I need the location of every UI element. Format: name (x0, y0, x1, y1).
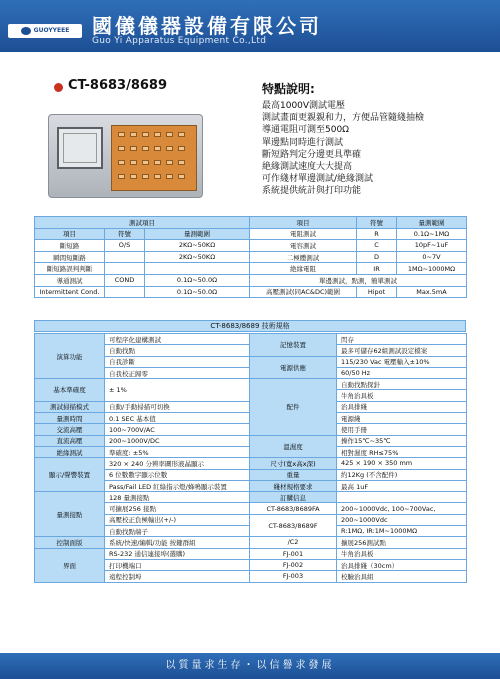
device-key (166, 146, 173, 151)
table-cell: 二極體測試 (250, 251, 357, 263)
spec-value: 最多可儲存62組測試設定檔案 (337, 345, 467, 356)
footer-slogan: 以質量求生存・以信譽求發展 (0, 653, 500, 679)
table-cell: 斷短路誤判判斷 (35, 263, 105, 275)
feature-item: 最高1000V測試電壓 (262, 101, 346, 111)
spec-value: ± 1% (105, 379, 250, 402)
order-code: /C2 (250, 537, 337, 548)
spec-category: 記憶裝置 (250, 334, 337, 357)
device-key (142, 146, 149, 151)
order-code: FJ-003 (250, 571, 337, 582)
spec-value: 自我診斷 (105, 356, 250, 367)
spec-category: 溫濕度 (250, 435, 337, 458)
spec-value: 牛角治具板 (337, 390, 467, 401)
device-key (178, 174, 185, 179)
spec-value: 遠程控制埠 (105, 571, 250, 582)
spec-value: 6 位數數字顯示位數 (105, 469, 250, 480)
spec-value: 0.1 SEC 基本值 (105, 413, 250, 424)
features-title: 特點說明: (262, 82, 315, 96)
table-header-cell: 項目 (250, 217, 357, 229)
table-row (35, 240, 467, 252)
table-header-cell: 項目 (35, 228, 105, 240)
table-header-cell: 量測範圍 (145, 228, 250, 240)
table-cell (105, 251, 145, 263)
table-cell: 0~7V (397, 251, 467, 263)
product-image (48, 114, 203, 198)
feature-item: 測試畫面更親親和力，方便品管隨綫抽檢 (262, 113, 425, 124)
table-header-cell: 量測範圍 (397, 217, 467, 229)
table-header-cell: 符號 (357, 217, 397, 229)
spec-category: 控制面版 (35, 537, 105, 548)
device-key (118, 132, 125, 137)
device-screen-inner (63, 133, 97, 163)
table-cell: 0.1Ω~50.0Ω (145, 274, 250, 286)
table-cell: 導通測試 (35, 274, 105, 286)
model-bullet-icon (54, 83, 63, 92)
device-key (154, 174, 161, 179)
spec-value: 自動找點 (105, 345, 250, 356)
device-key (166, 174, 173, 179)
table-header-cell: 測試項目 (35, 217, 250, 229)
table-cell: 電阻測試 (250, 228, 357, 240)
spec-category: 重量 (250, 469, 337, 480)
table-row (35, 537, 467, 548)
spec-category: 絶緣測試 (35, 446, 105, 457)
spec-category: 直流高壓 (35, 435, 105, 446)
spec-value: 擴展256測試點 (337, 537, 467, 548)
table-cell: 0.1Ω~1MΩ (397, 228, 467, 240)
spec-value: 自動找點探針 (337, 379, 467, 390)
spec-value: 準確度: ±5% (105, 446, 250, 457)
spec-value: 閃存 (337, 334, 467, 345)
feature-item: 斷短路判定分邊更具準確 (262, 149, 362, 160)
device-key (142, 160, 149, 165)
table-cell: C (357, 240, 397, 252)
spec-category: 基本準確度 (35, 379, 105, 402)
table-cell: 0.1Ω~50.0Ω (145, 286, 250, 298)
technical-specs-table (34, 333, 467, 583)
table-header-cell: 符號 (105, 228, 145, 240)
table-row (35, 435, 467, 446)
order-code: FJ-002 (250, 559, 337, 570)
table-cell: 2KΩ~50KΩ (145, 251, 250, 263)
table-row (35, 492, 467, 503)
feature-item: 系統提供統計與打印功能 (262, 186, 362, 197)
table-row (35, 334, 467, 345)
logo-mark-icon (21, 27, 31, 35)
table-row (35, 263, 467, 275)
spec-category: 量測時間 (35, 413, 105, 424)
table-cell: 瞬間短斷路 (35, 251, 105, 263)
device-key (166, 160, 173, 165)
table-cell: 高壓測試(同AC&DC)範圍 (250, 286, 357, 298)
spec-category: 交流高壓 (35, 424, 105, 435)
table-row (35, 286, 467, 298)
table-row (35, 274, 467, 286)
spec-value: 最高 1uF (337, 480, 467, 491)
logo-text: GUOYYEEE (33, 27, 70, 34)
table-row (35, 228, 467, 240)
feature-item: 單邊點同時進行測試 (262, 137, 344, 148)
device-screen (57, 127, 103, 169)
spec-value: 200~1000Vdc (337, 514, 467, 525)
spec-category: 演算功能 (35, 334, 105, 379)
table-cell: O/S (105, 240, 145, 252)
table-cell: 10pF~1uF (397, 240, 467, 252)
table-cell: 絶緣電阻 (250, 263, 357, 275)
feature-item: 可作綫材單邊測試/絶緣測試 (262, 174, 374, 185)
table-cell: 單邊測試，點測，簡單測試 (250, 274, 467, 286)
spec-value: 320 × 240 分辨率圖形液晶顯示 (105, 458, 250, 469)
device-key (178, 160, 185, 165)
device-key (130, 174, 137, 179)
spec-value: 115/230 Vac 電壓輸入±10% (337, 356, 467, 367)
table-cell: 電容測試 (250, 240, 357, 252)
spec-category: 電源供應 (250, 356, 337, 379)
device-key (178, 146, 185, 151)
table-cell: Max.5mA (397, 286, 467, 298)
features-list (262, 100, 424, 198)
test-items-table (34, 216, 467, 298)
spec-value: 高壓校正負極輸出(+/-) (105, 514, 250, 525)
device-key (118, 146, 125, 151)
table-row (35, 379, 467, 390)
device-key (118, 174, 125, 179)
table-cell: IR (357, 263, 397, 275)
spec-value: 操作15℃~35℃ (337, 435, 467, 446)
spec-value: 打印機端口 (105, 559, 250, 570)
table-row (35, 251, 467, 263)
device-control-panel (111, 125, 197, 191)
spec-value: 可程序化建構測試 (105, 334, 250, 345)
order-code: FJ-001 (250, 548, 337, 559)
spec-value: RS-232 通信連接埠(選購) (105, 548, 250, 559)
device-key (130, 160, 137, 165)
spec-value: 可擴展256 接點 (105, 503, 250, 514)
device-key (154, 160, 161, 165)
spec-value: 自動找點端子 (105, 526, 250, 537)
spec-value: 約12Kg (不含配件) (337, 469, 467, 480)
company-header (0, 0, 500, 52)
order-code: CT-8683/8689F (250, 514, 337, 537)
spec-value: 自我校正歸零 (105, 367, 250, 378)
spec-value: Pass/Fail LED 紅綠指示燈/蜂鳴顯示裝置 (105, 480, 250, 491)
device-key (154, 132, 161, 137)
table-row (35, 217, 467, 229)
company-name-chinese: 國儀儀器設備有限公司 (92, 14, 322, 38)
device-key (154, 146, 161, 151)
table-cell: Intermittent Cond. (35, 286, 105, 298)
table-cell: 2KΩ~50KΩ (145, 240, 250, 252)
spec-value: 425 × 190 × 350 mm (337, 458, 467, 469)
spec-category: 尺寸(寬x高x深) (250, 458, 337, 469)
spec-value: 校驗治具組 (337, 571, 467, 582)
device-key (118, 160, 125, 165)
table-cell (145, 263, 250, 275)
spec-value: 電源綫 (337, 413, 467, 424)
company-logo (8, 24, 82, 38)
spec-value: 200~1000Vdc, 100~700Vac, (337, 503, 467, 514)
device-key (166, 132, 173, 137)
spec-value: 128 量測接點 (105, 492, 250, 503)
table-row (35, 548, 467, 559)
spec-value: 200~1000V/DC (105, 435, 250, 446)
spec-value: 自動/手動掃描可切換 (105, 401, 250, 412)
spec-value (337, 492, 467, 503)
spec-category: 測試掃描模式 (35, 401, 105, 412)
product-model: CT-8683/8689 (68, 78, 168, 93)
device-key (130, 132, 137, 137)
spec-category: 綫材規格要求 (250, 480, 337, 491)
table-cell: R (357, 228, 397, 240)
spec-category: 顯示/聲響裝置 (35, 458, 105, 492)
table-cell (105, 263, 145, 275)
device-key (142, 132, 149, 137)
device-key (130, 146, 137, 151)
spec-value: 100~700V/AC (105, 424, 250, 435)
spec-category: 量測接點 (35, 492, 105, 537)
spec-category: 訂購信息 (250, 492, 337, 503)
spec-value: 使用手冊 (337, 424, 467, 435)
spec-category: 界面 (35, 548, 105, 582)
table-cell: 斷短路 (35, 240, 105, 252)
spec-value: 治具排綫（30cm） (337, 559, 467, 570)
spec-value: 相對濕度 RH≤75% (337, 446, 467, 457)
spec-value: 系統/快速/編輯/功能 按鍵群組 (105, 537, 250, 548)
device-key (142, 174, 149, 179)
feature-item: 導通電阻可測至500Ω (262, 125, 350, 136)
table-row (35, 458, 467, 469)
feature-item: 絶緣測試速度大大提高 (262, 162, 353, 173)
table-cell: COND (105, 274, 145, 286)
spec-value: R:1MΩ, IR:1M~1000MΩ (337, 526, 467, 537)
spec-value: 60/50 Hz (337, 367, 467, 378)
spec-value: 牛角治具板 (337, 548, 467, 559)
table-cell: Hipot (357, 286, 397, 298)
spec-category: 配件 (250, 379, 337, 435)
spec-caption: CT-8683/8689 技術規格 (34, 320, 466, 332)
table-cell (105, 286, 145, 298)
table-cell: 1MΩ~1000MΩ (397, 263, 467, 275)
spec-value: 治具排綫 (337, 401, 467, 412)
device-key (178, 132, 185, 137)
company-name-english: Guo Yi Apparatus Equipment Co.,Ltd (92, 36, 267, 46)
order-code: CT-8683/8689FA (250, 503, 337, 514)
table-cell: D (357, 251, 397, 263)
